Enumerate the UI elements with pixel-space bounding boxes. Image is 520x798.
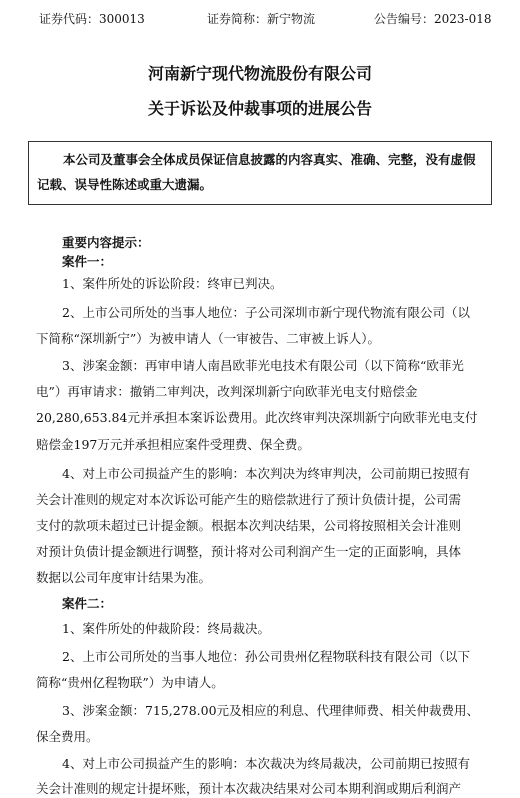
case2-heading: 案件二： [62, 596, 113, 611]
case1-heading: 案件一： [62, 254, 113, 269]
case1-line: 1、案件所处的诉讼阶段：终审已判决。 [62, 276, 283, 291]
case2-line: 2、上市公司所处的当事人地位：孙公司贵州亿程物联科技有限公司（以下 [62, 649, 470, 664]
case1-line: 3、涉案金额：再审申请人南昌欧菲光电技术有限公司（以下简称“欧菲光 [62, 358, 464, 373]
case1-line: 电”）再审请求：撤销二审判决，改判深圳新宁向欧菲光电支付赔偿金 [36, 384, 418, 399]
case2-line: 3、涉案金额：715,278.00元及相应的利息、代理律师费、相关仲裁费用、 [62, 703, 480, 718]
disclaimer-line: 本公司及董事会全体成员保证信息披露的内容真实、准确、完整，没有虚假 [63, 152, 476, 167]
case1-line: 2、上市公司所处的当事人地位：子公司深圳市新宁现代物流有限公司（以 [62, 305, 470, 320]
case2-line: 保全费用。 [36, 729, 99, 744]
case1-line: 支付的款项未超过已计提金额。根据本次判决结果，公司将按照相关会计准则 [36, 518, 462, 533]
disclaimer-line: 记载、误导性陈述或重大遗漏。 [37, 177, 213, 192]
announcement-title: 关于诉讼及仲裁事项的进展公告 [147, 99, 372, 118]
stock-abbreviation: 证券简称：新宁物流 [207, 12, 316, 26]
case1-line: 对预计负债计提金额进行调整，预计将对公司利润产生一定的正面影响，具体 [36, 544, 462, 559]
case1-line: 20,280,653.84元并承担本案诉讼费用。此次终审判决深圳新宁向欧菲光电支付 [36, 410, 478, 425]
case2-line: 1、案件所处的仲裁阶段：终局裁决。 [62, 621, 270, 636]
company-name: 河南新宁现代物流股份有限公司 [147, 64, 372, 83]
case1-line: 4、对上市公司损益产生的影响：本次判决为终审判决，公司前期已按照有 [62, 466, 470, 481]
case1-line: 赔偿金197万元并承担相应案件受理费、保全费。 [36, 437, 310, 452]
case1-line: 关会计准则的规定对本次诉讼可能产生的赔偿款进行了预计负债计提，公司需 [36, 492, 462, 507]
case2-line: 简称“贵州亿程物联”）为申请人。 [36, 675, 224, 690]
disclaimer-box [28, 141, 492, 205]
case2-line: 4、对上市公司损益产生的影响：本次裁决为终局裁决，公司前期已按照有 [62, 756, 470, 771]
section-title: 重要内容提示： [62, 235, 150, 250]
case1-line: 数据以公司年度审计结果为准。 [36, 570, 212, 585]
document-header [0, 10, 520, 28]
stock-code: 证券代码：300013 [39, 12, 145, 26]
notice-number: 公告编号：2023-018 [374, 12, 492, 26]
case2-line: 关会计准则的规定计提坏账，预计本次裁决结果对公司本期利润或期后利润产 [36, 781, 462, 796]
case1-line: 下简称“深圳新宁”）为被申请人（一审被告、二审被上诉人）。 [36, 331, 381, 346]
